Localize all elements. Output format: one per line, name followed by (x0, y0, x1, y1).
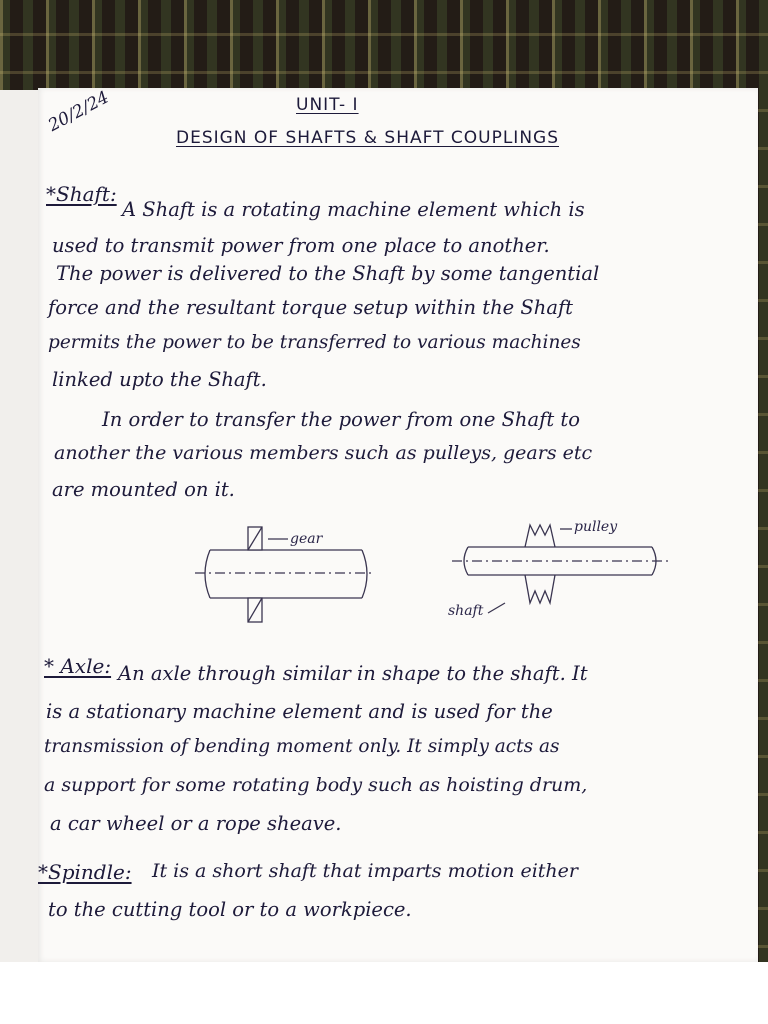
shaft-line-2: used to transmit power from one place to another. (52, 234, 550, 257)
page-title: DESIGN OF SHAFTS & SHAFT COUPLINGS (176, 128, 559, 148)
shaft-para2-line-1: In order to transfer the power from one Shaft to (102, 408, 580, 431)
axle-line-4: a support for some rotating body such as hoisting drum, (44, 774, 588, 796)
shaft-line-4: force and the resultant torque setup within the Shaft (48, 296, 574, 319)
axle-heading: * Axle: (44, 654, 112, 678)
unit-heading: UNIT- I (296, 95, 359, 115)
shaft-label: shaft (448, 603, 484, 619)
spindle-line-1: It is a short shaft that imparts motion either (152, 860, 578, 882)
date: 20/2/24 (45, 87, 113, 136)
shaft-line-1: A Shaft is a rotating machine element which is (122, 198, 585, 221)
shaft-heading: *Shaft: (46, 182, 117, 206)
bottom-margin (0, 962, 768, 1024)
left-notebook-page (0, 90, 39, 962)
shaft-line-3: The power is delivered to the Shaft by some tangential (56, 262, 600, 285)
gear-label: gear (290, 531, 323, 547)
spindle-line-2: to the cutting tool or to a workpiece. (48, 898, 412, 921)
shaft-para2-line-3: are mounted on it. (52, 478, 235, 501)
spindle-heading: *Spindle: (38, 860, 132, 884)
axle-line-1: An axle through similar in shape to the shaft. It (118, 662, 588, 685)
shaft-para2-line-2: another the various members such as pulleys, gears etc (54, 442, 593, 464)
pulley-label: pulley (574, 519, 618, 535)
axle-line-3: transmission of bending moment only. It simply acts as (44, 736, 560, 757)
shaft-line-5: permits the power to be transferred to various machines (48, 332, 581, 353)
shaft-line-6: linked upto the Shaft. (52, 368, 267, 391)
axle-line-2: is a stationary machine element and is used for the (46, 700, 553, 723)
axle-line-5: a car wheel or a rope sheave. (50, 812, 342, 835)
shaft-mounting-diagram (190, 505, 680, 635)
